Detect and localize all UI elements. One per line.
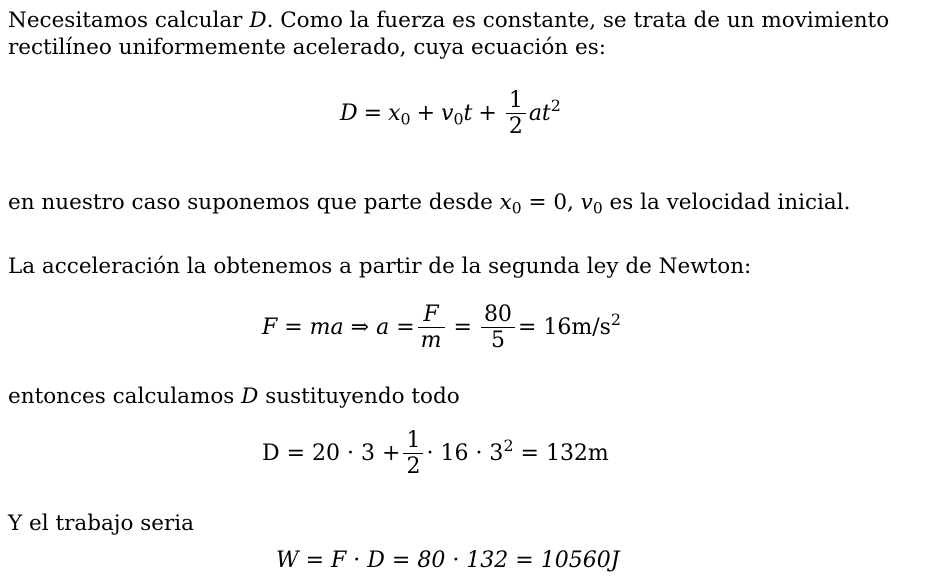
eq-work-text: W = F · D = 80 · 132 = 10560J	[276, 548, 620, 573]
paragraph-newton	[8, 256, 751, 278]
eq-fraction-80-5	[481, 302, 515, 354]
eq-fraction-F-m	[418, 302, 445, 354]
text-segment: La acceleración la obtenemos a partir de la segunda ley de Newton:	[8, 254, 752, 279]
eq-plus: +	[416, 100, 436, 126]
equation-distance	[262, 428, 609, 480]
eq-x: x	[388, 100, 401, 126]
variable-D: D	[241, 384, 259, 409]
eq-plus: +	[478, 100, 497, 126]
text-segment: en nuestro caso suponemos que parte desde	[8, 190, 500, 215]
fraction-denominator: 2	[406, 454, 421, 480]
variable-D: D	[249, 8, 267, 33]
eq-part: F = ma ⇒ a =	[262, 314, 415, 340]
text-segment: = 0,	[521, 190, 581, 215]
eq-part: · 16 · 3	[426, 440, 504, 466]
text-segment: Y el trabajo seria	[8, 511, 194, 536]
eq-at: at	[528, 100, 551, 126]
eq-exponent: 2	[610, 310, 621, 330]
eq-fraction	[506, 88, 526, 140]
eq-v-sub: 0	[453, 109, 464, 129]
text-segment: Necesitamos calcular	[8, 8, 250, 33]
text-segment: . Como la fuerza es constante, se trata de un movimiento	[266, 8, 890, 33]
fraction-denominator: 5	[490, 328, 505, 354]
eq-exponent: 2	[503, 436, 514, 456]
paragraph-intro-line-1	[8, 10, 889, 32]
fraction-numerator: 1	[403, 428, 423, 454]
fraction-numerator: F	[418, 302, 445, 328]
variable-v: v	[580, 190, 593, 215]
eq-result: = 132m	[520, 440, 609, 466]
eq-x-sub: 0	[400, 109, 411, 129]
fraction-numerator: 1	[506, 88, 526, 114]
eq-v: v	[441, 100, 454, 126]
fraction-denominator: 2	[508, 114, 523, 140]
fraction-numerator: 80	[481, 302, 515, 328]
paragraph-assumption	[8, 190, 851, 218]
eq-equals: =	[453, 314, 472, 340]
paragraph-intro-line-2	[8, 37, 606, 59]
paragraph-work	[8, 513, 194, 535]
text-segment: entonces calculamos	[8, 384, 242, 409]
text-segment: es la velocidad inicial.	[602, 190, 851, 215]
eq-exponent: 2	[550, 96, 561, 116]
eq-equals: =	[363, 100, 383, 126]
paragraph-substitution	[8, 386, 460, 408]
subscript: 0	[511, 199, 522, 218]
variable-x: x	[499, 190, 512, 215]
equation-work	[276, 550, 620, 572]
eq-lhs: D	[340, 100, 358, 126]
equation-acceleration	[262, 302, 621, 354]
fraction-denominator: m	[420, 328, 442, 354]
equation-motion	[340, 88, 561, 140]
text-segment: sustituyendo todo	[258, 384, 460, 409]
eq-t: t	[463, 100, 473, 126]
eq-fraction	[403, 428, 423, 480]
eq-result: = 16m/s	[517, 314, 611, 340]
text-segment: rectilíneo uniformemente acelerado, cuya ecuación es:	[8, 35, 606, 60]
subscript: 0	[592, 199, 603, 218]
eq-part: D = 20 · 3 +	[262, 440, 401, 466]
